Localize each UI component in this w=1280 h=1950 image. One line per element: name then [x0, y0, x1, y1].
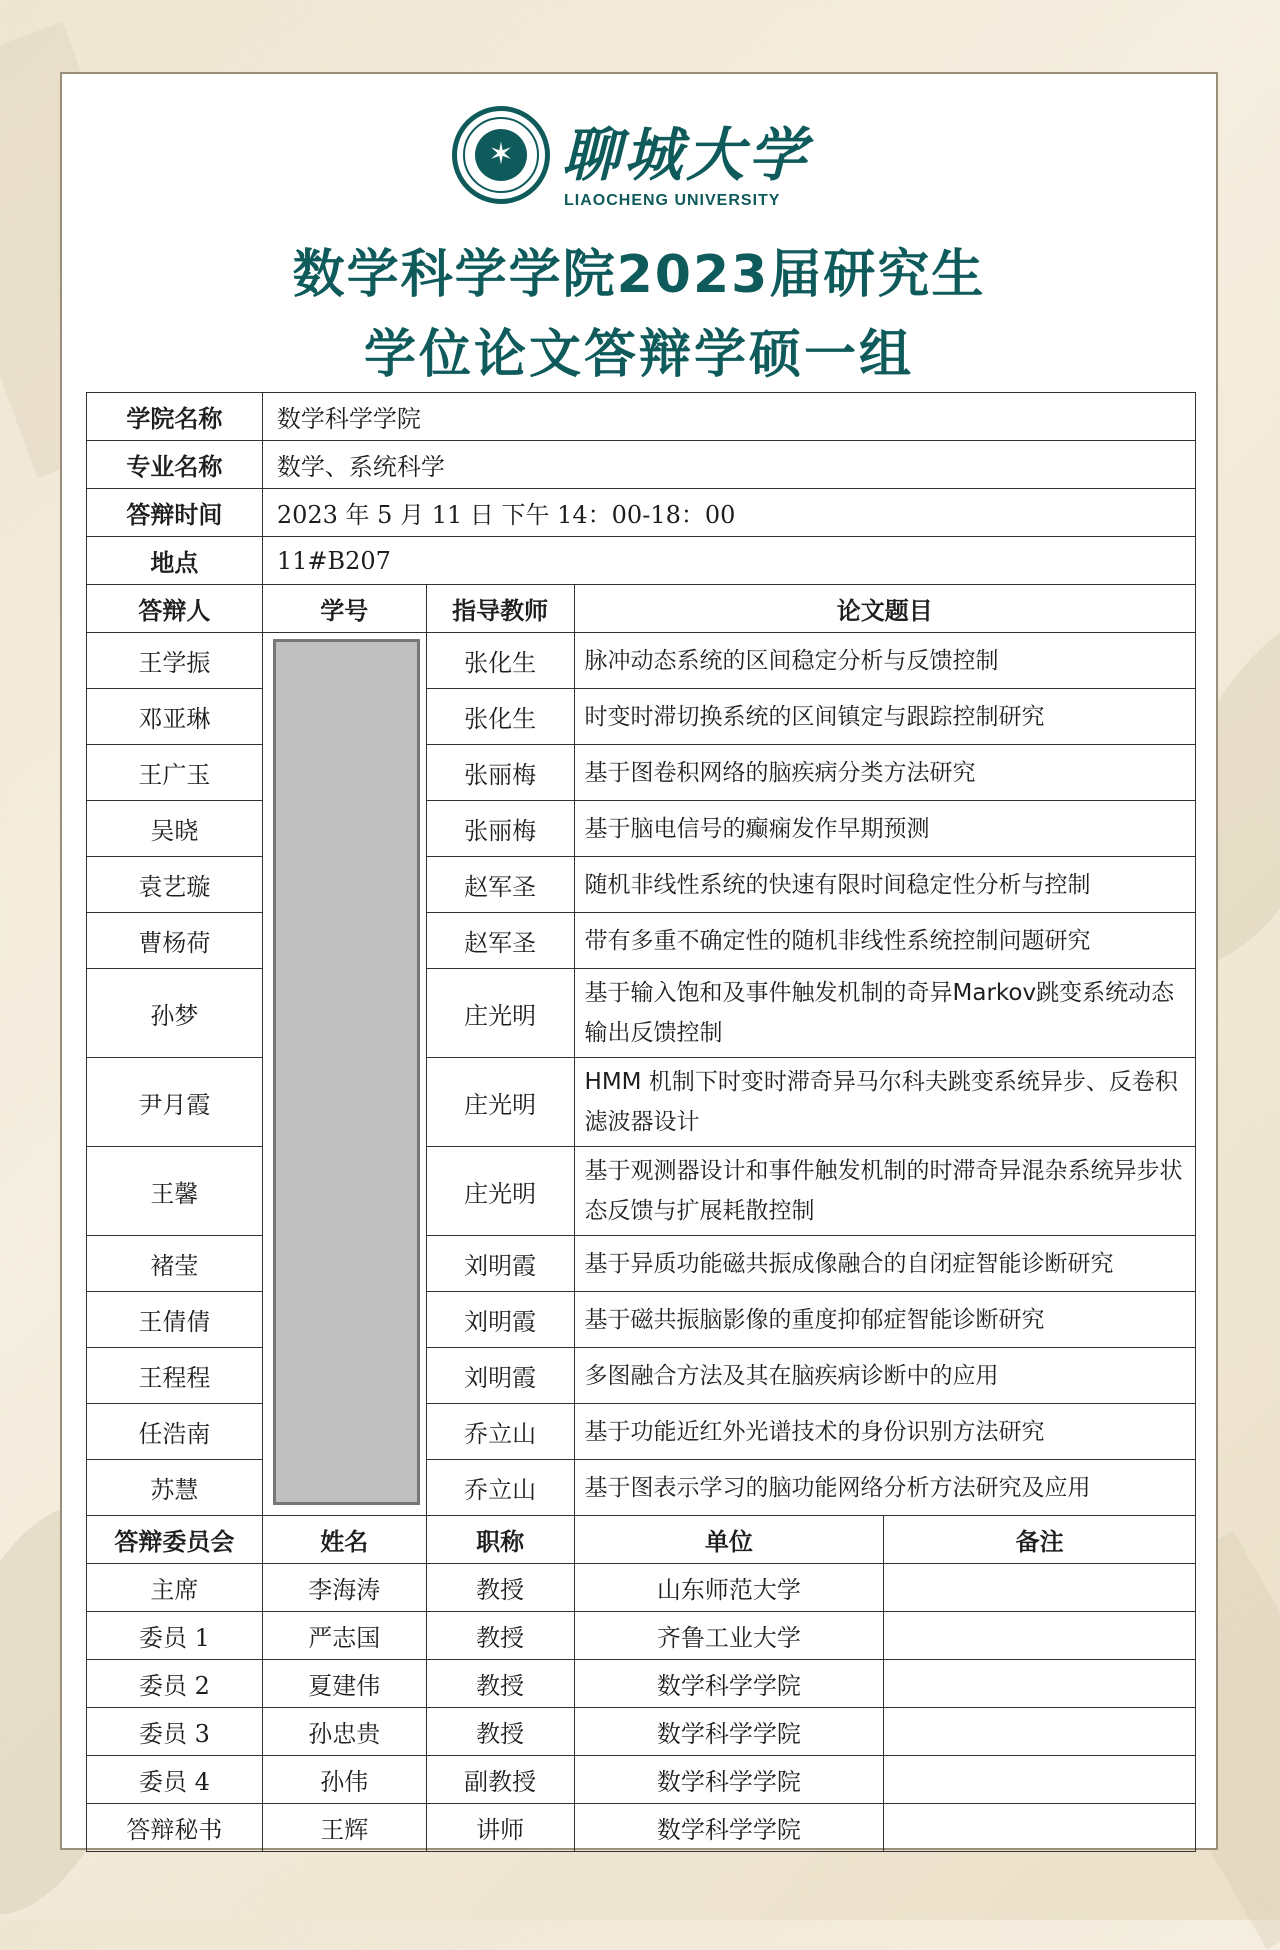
committee-note	[884, 1564, 1196, 1612]
student-row	[87, 1460, 1196, 1516]
thesis-topic: 时变时滞切换系统的区间镇定与跟踪控制研究	[574, 689, 1195, 745]
info-label: 地点	[87, 537, 263, 585]
column-header: 论文题目	[574, 585, 1195, 633]
committee-row	[87, 1564, 1196, 1612]
committee-title: 副教授	[426, 1756, 574, 1804]
thesis-topic: 带有多重不确定性的随机非线性系统控制问题研究	[574, 913, 1195, 969]
committee-note	[884, 1756, 1196, 1804]
thesis-topic: 基于输入饱和及事件触发机制的奇异Markov跳变系统动态输出反馈控制	[574, 969, 1195, 1058]
committee-row	[87, 1660, 1196, 1708]
student-name: 尹月霞	[87, 1058, 263, 1147]
redaction-block	[273, 639, 420, 1505]
student-row	[87, 1292, 1196, 1348]
defense-schedule-table	[86, 392, 1196, 1852]
advisor-name: 赵军圣	[426, 913, 574, 969]
committee-note	[884, 1708, 1196, 1756]
student-row	[87, 857, 1196, 913]
student-id-redacted	[262, 633, 426, 1516]
info-value: 11#B207	[262, 537, 1195, 585]
thesis-topic: 基于磁共振脑影像的重度抑郁症智能诊断研究	[574, 1292, 1195, 1348]
page-title-line2: 学位论文答辩学硕一组	[363, 325, 914, 385]
advisor-name: 张化生	[426, 689, 574, 745]
committee-name: 李海涛	[262, 1564, 426, 1612]
student-name: 孙梦	[87, 969, 263, 1058]
student-name: 邓亚琳	[87, 689, 263, 745]
student-row	[87, 1348, 1196, 1404]
student-name: 王广玉	[87, 745, 263, 801]
committee-unit: 山东师范大学	[574, 1564, 884, 1612]
committee-row	[87, 1612, 1196, 1660]
info-value: 数学科学学院	[262, 393, 1195, 441]
advisor-name: 刘明霞	[426, 1348, 574, 1404]
thesis-topic: 基于脑电信号的癫痫发作早期预测	[574, 801, 1195, 857]
student-name: 王学振	[87, 633, 263, 689]
student-name: 褚莹	[87, 1236, 263, 1292]
student-name: 王馨	[87, 1147, 263, 1236]
column-header: 指导教师	[426, 585, 574, 633]
student-name: 王倩倩	[87, 1292, 263, 1348]
advisor-name: 张丽梅	[426, 745, 574, 801]
student-header-row	[87, 585, 1196, 633]
advisor-name: 庄光明	[426, 1058, 574, 1147]
column-header: 答辩人	[87, 585, 263, 633]
student-name: 吴晓	[87, 801, 263, 857]
student-row	[87, 969, 1196, 1058]
committee-unit: 数学科学学院	[574, 1756, 884, 1804]
committee-role: 委员 3	[87, 1708, 263, 1756]
committee-title: 教授	[426, 1708, 574, 1756]
committee-row	[87, 1804, 1196, 1852]
thesis-topic: 随机非线性系统的快速有限时间稳定性分析与控制	[574, 857, 1195, 913]
student-name: 王程程	[87, 1348, 263, 1404]
advisor-name: 赵军圣	[426, 857, 574, 913]
column-header: 姓名	[262, 1516, 426, 1564]
committee-name: 孙伟	[262, 1756, 426, 1804]
advisor-name: 庄光明	[426, 1147, 574, 1236]
column-header: 答辩委员会	[87, 1516, 263, 1564]
committee-row	[87, 1756, 1196, 1804]
student-name: 苏慧	[87, 1460, 263, 1516]
student-row	[87, 745, 1196, 801]
committee-title: 讲师	[426, 1804, 574, 1852]
thesis-topic: HMM 机制下时变时滞奇异马尔科夫跳变系统异步、反卷积滤波器设计	[574, 1058, 1195, 1147]
university-name-en: LIAOCHENG UNIVERSITY	[564, 192, 781, 209]
thesis-topic: 基于图卷积网络的脑疾病分类方法研究	[574, 745, 1195, 801]
committee-title: 教授	[426, 1564, 574, 1612]
committee-role: 答辩秘书	[87, 1804, 263, 1852]
committee-header-row	[87, 1516, 1196, 1564]
committee-note	[884, 1804, 1196, 1852]
committee-name: 孙忠贵	[262, 1708, 426, 1756]
advisor-name: 刘明霞	[426, 1292, 574, 1348]
committee-unit: 齐鲁工业大学	[574, 1612, 884, 1660]
student-row	[87, 689, 1196, 745]
info-row	[87, 489, 1196, 537]
committee-name: 严志国	[262, 1612, 426, 1660]
committee-note	[884, 1612, 1196, 1660]
advisor-name: 乔立山	[426, 1404, 574, 1460]
student-row	[87, 1147, 1196, 1236]
student-row	[87, 1058, 1196, 1147]
committee-row	[87, 1708, 1196, 1756]
column-header: 学号	[262, 585, 426, 633]
student-name: 曹杨荷	[87, 913, 263, 969]
committee-role: 委员 1	[87, 1612, 263, 1660]
info-label: 学院名称	[87, 393, 263, 441]
thesis-topic: 基于功能近红外光谱技术的身份识别方法研究	[574, 1404, 1195, 1460]
committee-name: 夏建伟	[262, 1660, 426, 1708]
committee-role: 主席	[87, 1564, 263, 1612]
committee-unit: 数学科学学院	[574, 1660, 884, 1708]
info-value: 数学、系统科学	[262, 441, 1195, 489]
student-row	[87, 801, 1196, 857]
committee-note	[884, 1660, 1196, 1708]
advisor-name: 张丽梅	[426, 801, 574, 857]
info-value: 2023 年 5 月 11 日 下午 14：00-18：00	[262, 489, 1195, 537]
committee-title: 教授	[426, 1660, 574, 1708]
info-row	[87, 393, 1196, 441]
thesis-topic: 基于观测器设计和事件触发机制的时滞奇异混杂系统异步状态反馈与扩展耗散控制	[574, 1147, 1195, 1236]
student-name: 袁艺璇	[87, 857, 263, 913]
advisor-name: 乔立山	[426, 1460, 574, 1516]
info-label: 答辩时间	[87, 489, 263, 537]
advisor-name: 庄光明	[426, 969, 574, 1058]
university-header	[62, 98, 1216, 218]
thesis-topic: 脉冲动态系统的区间稳定分析与反馈控制	[574, 633, 1195, 689]
page-title-line1: 数学科学学院2023届研究生	[292, 245, 986, 305]
schedule-card	[60, 72, 1218, 1850]
committee-title: 教授	[426, 1612, 574, 1660]
university-seal-icon: ✶	[452, 106, 550, 204]
student-row	[87, 1404, 1196, 1460]
thesis-topic: 基于图表示学习的脑功能网络分析方法研究及应用	[574, 1460, 1195, 1516]
advisor-name: 刘明霞	[426, 1236, 574, 1292]
info-row	[87, 537, 1196, 585]
info-row	[87, 441, 1196, 489]
university-name-cn: 聊城大学	[562, 121, 811, 189]
thesis-topic: 基于异质功能磁共振成像融合的自闭症智能诊断研究	[574, 1236, 1195, 1292]
thesis-topic: 多图融合方法及其在脑疾病诊断中的应用	[574, 1348, 1195, 1404]
column-header: 职称	[426, 1516, 574, 1564]
advisor-name: 张化生	[426, 633, 574, 689]
committee-unit: 数学科学学院	[574, 1804, 884, 1852]
info-label: 专业名称	[87, 441, 263, 489]
committee-name: 王辉	[262, 1804, 426, 1852]
committee-role: 委员 2	[87, 1660, 263, 1708]
student-row	[87, 633, 1196, 689]
student-row	[87, 913, 1196, 969]
student-name: 任浩南	[87, 1404, 263, 1460]
student-row	[87, 1236, 1196, 1292]
column-header: 单位	[574, 1516, 884, 1564]
committee-unit: 数学科学学院	[574, 1708, 884, 1756]
committee-role: 委员 4	[87, 1756, 263, 1804]
column-header: 备注	[884, 1516, 1196, 1564]
